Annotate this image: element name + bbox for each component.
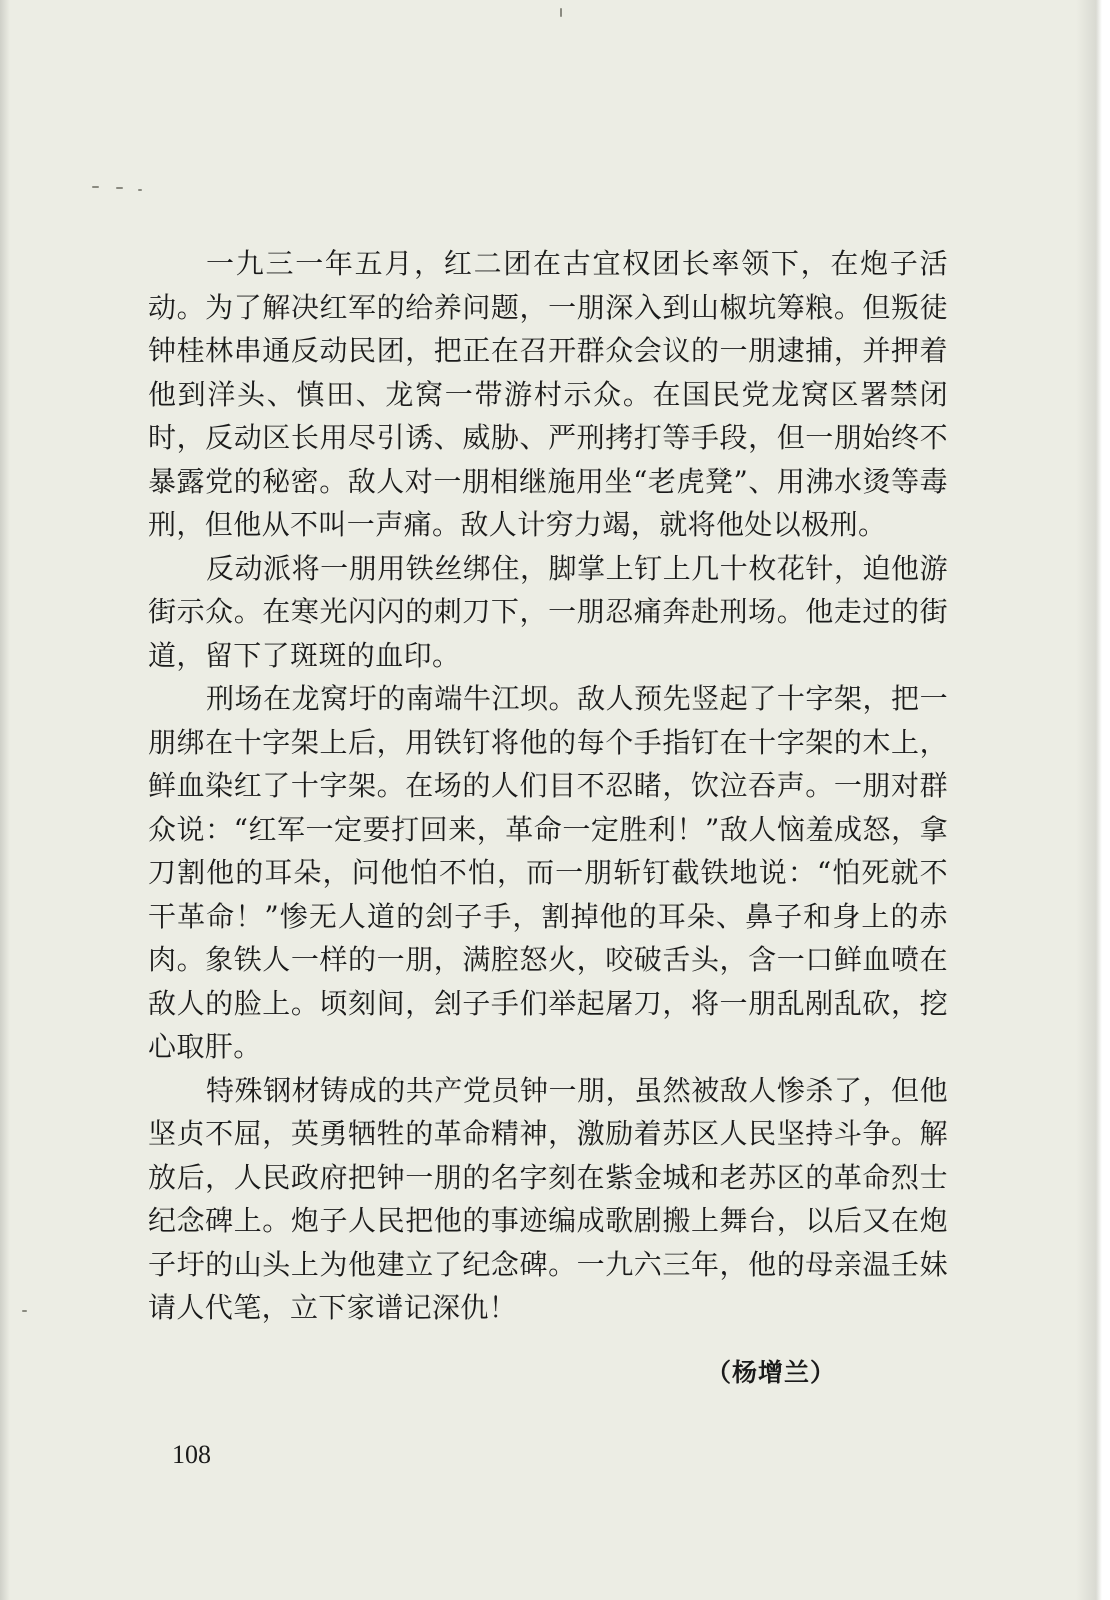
scan-shadow-right (1076, 0, 1110, 1600)
paragraph: 特殊钢材铸成的共产党员钟一朋，虽然被敌人惨杀了，但他坚贞不屈，英勇牺牲的革命精神，激励着苏区人民坚持斗争。解放后，人民政府把钟一朋的名字刻在紫金城和老苏区的革命烈士纪念碑上。炮子人民把他的事迹编成歌剧搬上舞台，以后又在炮子圩的山头上为他建立了纪念碑。一九六三年，他的母亲温壬妹请人代笔，立下家谱记深仇！ (148, 1073, 948, 1324)
paragraph: 反动派将一朋用铁丝绑住，脚掌上钉上几十枚花针，迫他游街示众。在寒光闪闪的刺刀下，一朋忍痛奔赴刑场。他走过的街道，留下了斑斑的血印。 (148, 551, 948, 672)
author-signature: （杨增兰） (706, 1358, 837, 1387)
scan-speck (116, 187, 123, 189)
page-number: 108 (172, 1440, 211, 1469)
scan-shadow-left (0, 0, 10, 1600)
paragraph: 一九三一年五月，红二团在古宜权团长率领下，在炮子活动。为了解决红军的给养问题，一朋深入到山椒坑筹粮。但叛徒钟桂林串通反动民团，把正在召开群众会议的一朋逮捕，并押着他到洋头、慎田、龙窝一带游村示众。在国民党龙窝区署禁闭时，反动区长用尽引诱、威胁、严刑拷打等手段，但一朋始终不暴露党的秘密。敌人对一朋相继施用坐“老虎凳”、用沸水烫等毒刑，但他从不叫一声痛。敌人计穷力竭，就将他处以极刑。 (148, 247, 948, 541)
paragraph: 刑场在龙窝圩的南端牛江坝。敌人预先竖起了十字架，把一朋绑在十字架上后，用铁钉将他的每个手指钉在十字架的木上，鲜血染红了十字架。在场的人们目不忍睹，饮泣吞声。一朋对群众说：“红军一定要打回来，革命一定胜利！”敌人恼羞成怒，拿刀割他的耳朵，问他怕不怕，而一朋斩钉截铁地说：“怕死就不干革命！”惨无人道的刽子手，割掉他的耳朵、鼻子和身上的赤肉。象铁人一样的一朋，满腔怒火，咬破舌头，含一口鲜血喷在敌人的脸上。顷刻间，刽子手们举起屠刀，将一朋乱剐乱砍，挖心取肝。 (148, 682, 948, 1063)
scan-speck (560, 8, 562, 17)
scan-speck (22, 1310, 27, 1312)
article-body (148, 242, 948, 1330)
scan-speck (138, 189, 142, 191)
scan-speck (92, 186, 99, 188)
